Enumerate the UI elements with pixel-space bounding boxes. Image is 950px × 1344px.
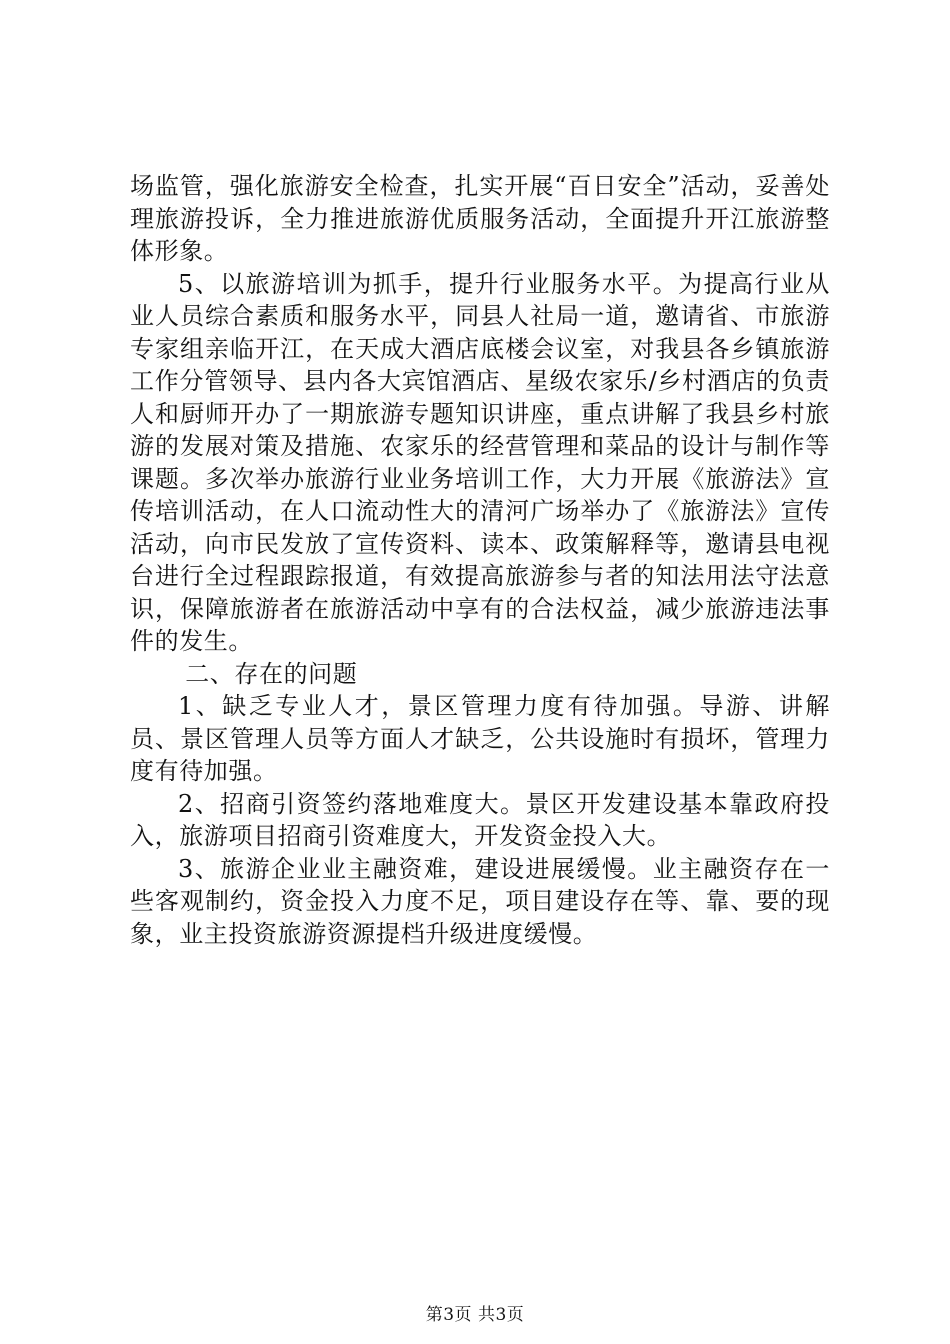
page-footer [0, 1300, 950, 1325]
paragraph-problem-3: 3、旅游企业业主融资难，建设进展缓慢。业主融资存在一些客观制约，资金投入力度不足，项目建设存在等、靠、要的现象，业主投资旅游资源提档升级进度缓慢。 [130, 854, 830, 948]
paragraph-continuation: 场监管，强化旅游安全检查，扎实开展“百日安全”活动，妥善处理旅游投诉，全力推进旅游优质服务活动，全面提升开江旅游整体形象。 [130, 172, 830, 265]
paragraph-training: 5、以旅游培训为抓手，提升行业服务水平。为提高行业从业人员综合素质和服务水平，同县人社局一道，邀请省、市旅游专家组亲临开江，在天成大酒店底楼会议室，对我县各乡镇旅游工作分管领导、县内各大宾馆酒店、星级农家乐/乡村酒店的负责人和厨师开办了一期旅游专题知识讲座，重点讲解了我县乡村旅游的发展对策及措施、农家乐的经营管理和菜品的设计与制作等课题。多次举办旅游行业业务培训工作，大力开展《旅游法》宣传培训活动，在人口流动性大的清河广场举办了《旅游法》宣传活动，向市民发放了宣传资料、读本、政策解释等，邀请县电视台进行全过程跟踪报道，有效提高旅游参与者的知法用法守法意识，保障旅游者在旅游活动中享有的合法权益，减少旅游违法事件的发生。 [130, 269, 830, 655]
page-number-label: 第3页 共3页 [425, 1305, 525, 1325]
document-body [130, 170, 830, 950]
paragraph-problem-2: 2、招商引资签约落地难度大。景区开发建设基本靠政府投入，旅游项目招商引资难度大，开发资金投入大。 [130, 789, 830, 850]
section-heading-problems: 二、存在的问题 [185, 659, 358, 688]
paragraph-problem-1: 1、缺乏专业人才，景区管理力度有待加强。导游、讲解员、景区管理人员等方面人才缺乏，公共设施时有损坏，管理力度有待加强。 [130, 692, 830, 785]
